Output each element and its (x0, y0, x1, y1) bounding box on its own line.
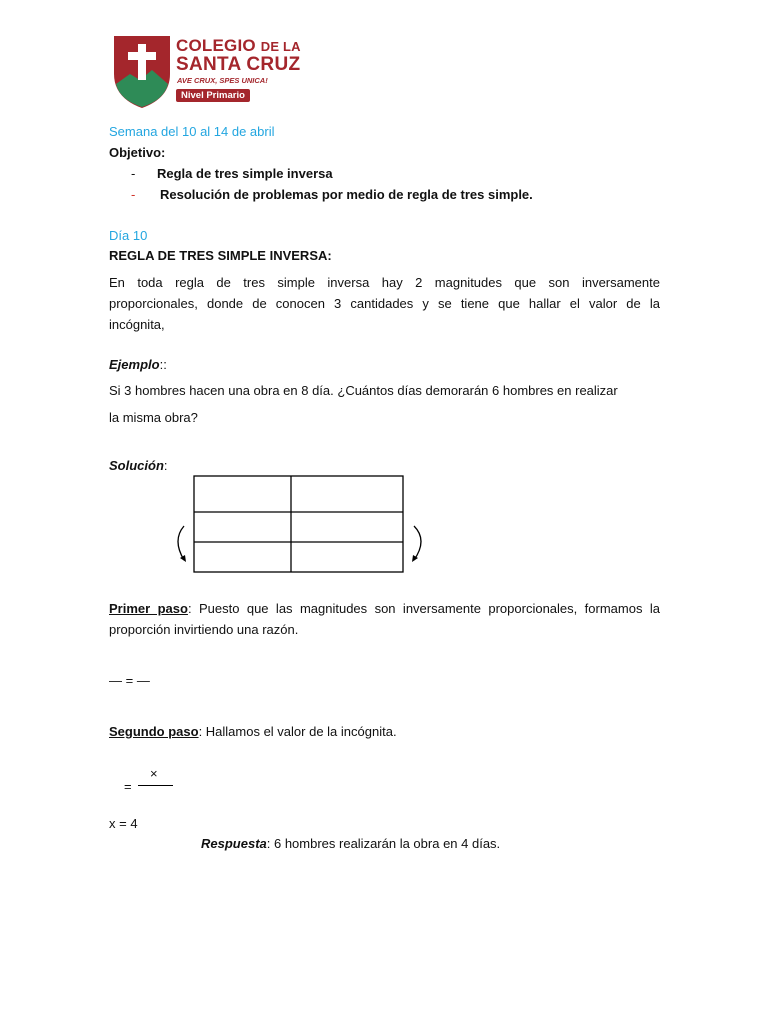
formula-equals: = (124, 779, 132, 794)
intro-paragraph (109, 272, 660, 335)
school-motto: AVE CRUX, SPES UNICA! (177, 76, 268, 85)
example-line-1: Si 3 hombres hacen una obra en 8 día. ¿Cuántos días demorarán 6 hombres en realizar (109, 383, 618, 398)
right-arrow-icon (414, 526, 421, 560)
left-arrowhead-icon (180, 555, 186, 562)
answer-line: Respuesta: 6 hombres realizarán la obra en 4 días. (201, 836, 501, 851)
section-title: REGLA DE TRES SIMPLE INVERSA: (109, 248, 332, 263)
objective-item-2: Resolución de problemas por medio de regla de tres simple. (160, 187, 533, 202)
objective-label: Objetivo: (109, 145, 166, 160)
solution-table (170, 474, 434, 576)
example-line-2: la misma obra? (109, 410, 198, 425)
intro-line-3: incógnita, (109, 317, 165, 332)
objective-item-1: Regla de tres simple inversa (157, 166, 333, 181)
day-heading: Día 10 (109, 228, 148, 243)
times-symbol: × (150, 766, 158, 781)
fraction-bar (138, 785, 173, 786)
table-outer-border (194, 476, 403, 572)
intro-line-1: En toda regla de tres simple inversa hay 2 magnitudes que son inversamente (109, 275, 660, 290)
left-arrow-icon (178, 526, 184, 560)
objective-dash-2: - (131, 187, 136, 202)
step1-line-1: Primer paso: Puesto que las magnitudes son inversamente proporcionales, formamos la (109, 601, 660, 616)
level-badge: Nivel Primario (176, 89, 250, 102)
solution-label: Solución: (109, 458, 168, 473)
school-name-line1: COLEGIO DE LA (176, 36, 301, 55)
step1-line-2: proporción invirtiendo una razón. (109, 622, 299, 637)
step1-paragraph (109, 598, 660, 640)
week-heading: Semana del 10 al 14 de abril (109, 124, 275, 139)
proportion-expression: — = — (109, 673, 150, 688)
result-line: x = 4 (109, 816, 138, 831)
example-label: Ejemplo:: (109, 357, 167, 372)
step2-line: Segundo paso: Hallamos el valor de la incógnita. (109, 724, 397, 739)
school-name-line2: SANTA CRUZ (176, 54, 301, 75)
intro-line-2: proporcionales, donde de conocen 3 cantidades y se tiene que hallar el valor de la (109, 296, 660, 311)
objective-dash-1: - (131, 166, 136, 181)
